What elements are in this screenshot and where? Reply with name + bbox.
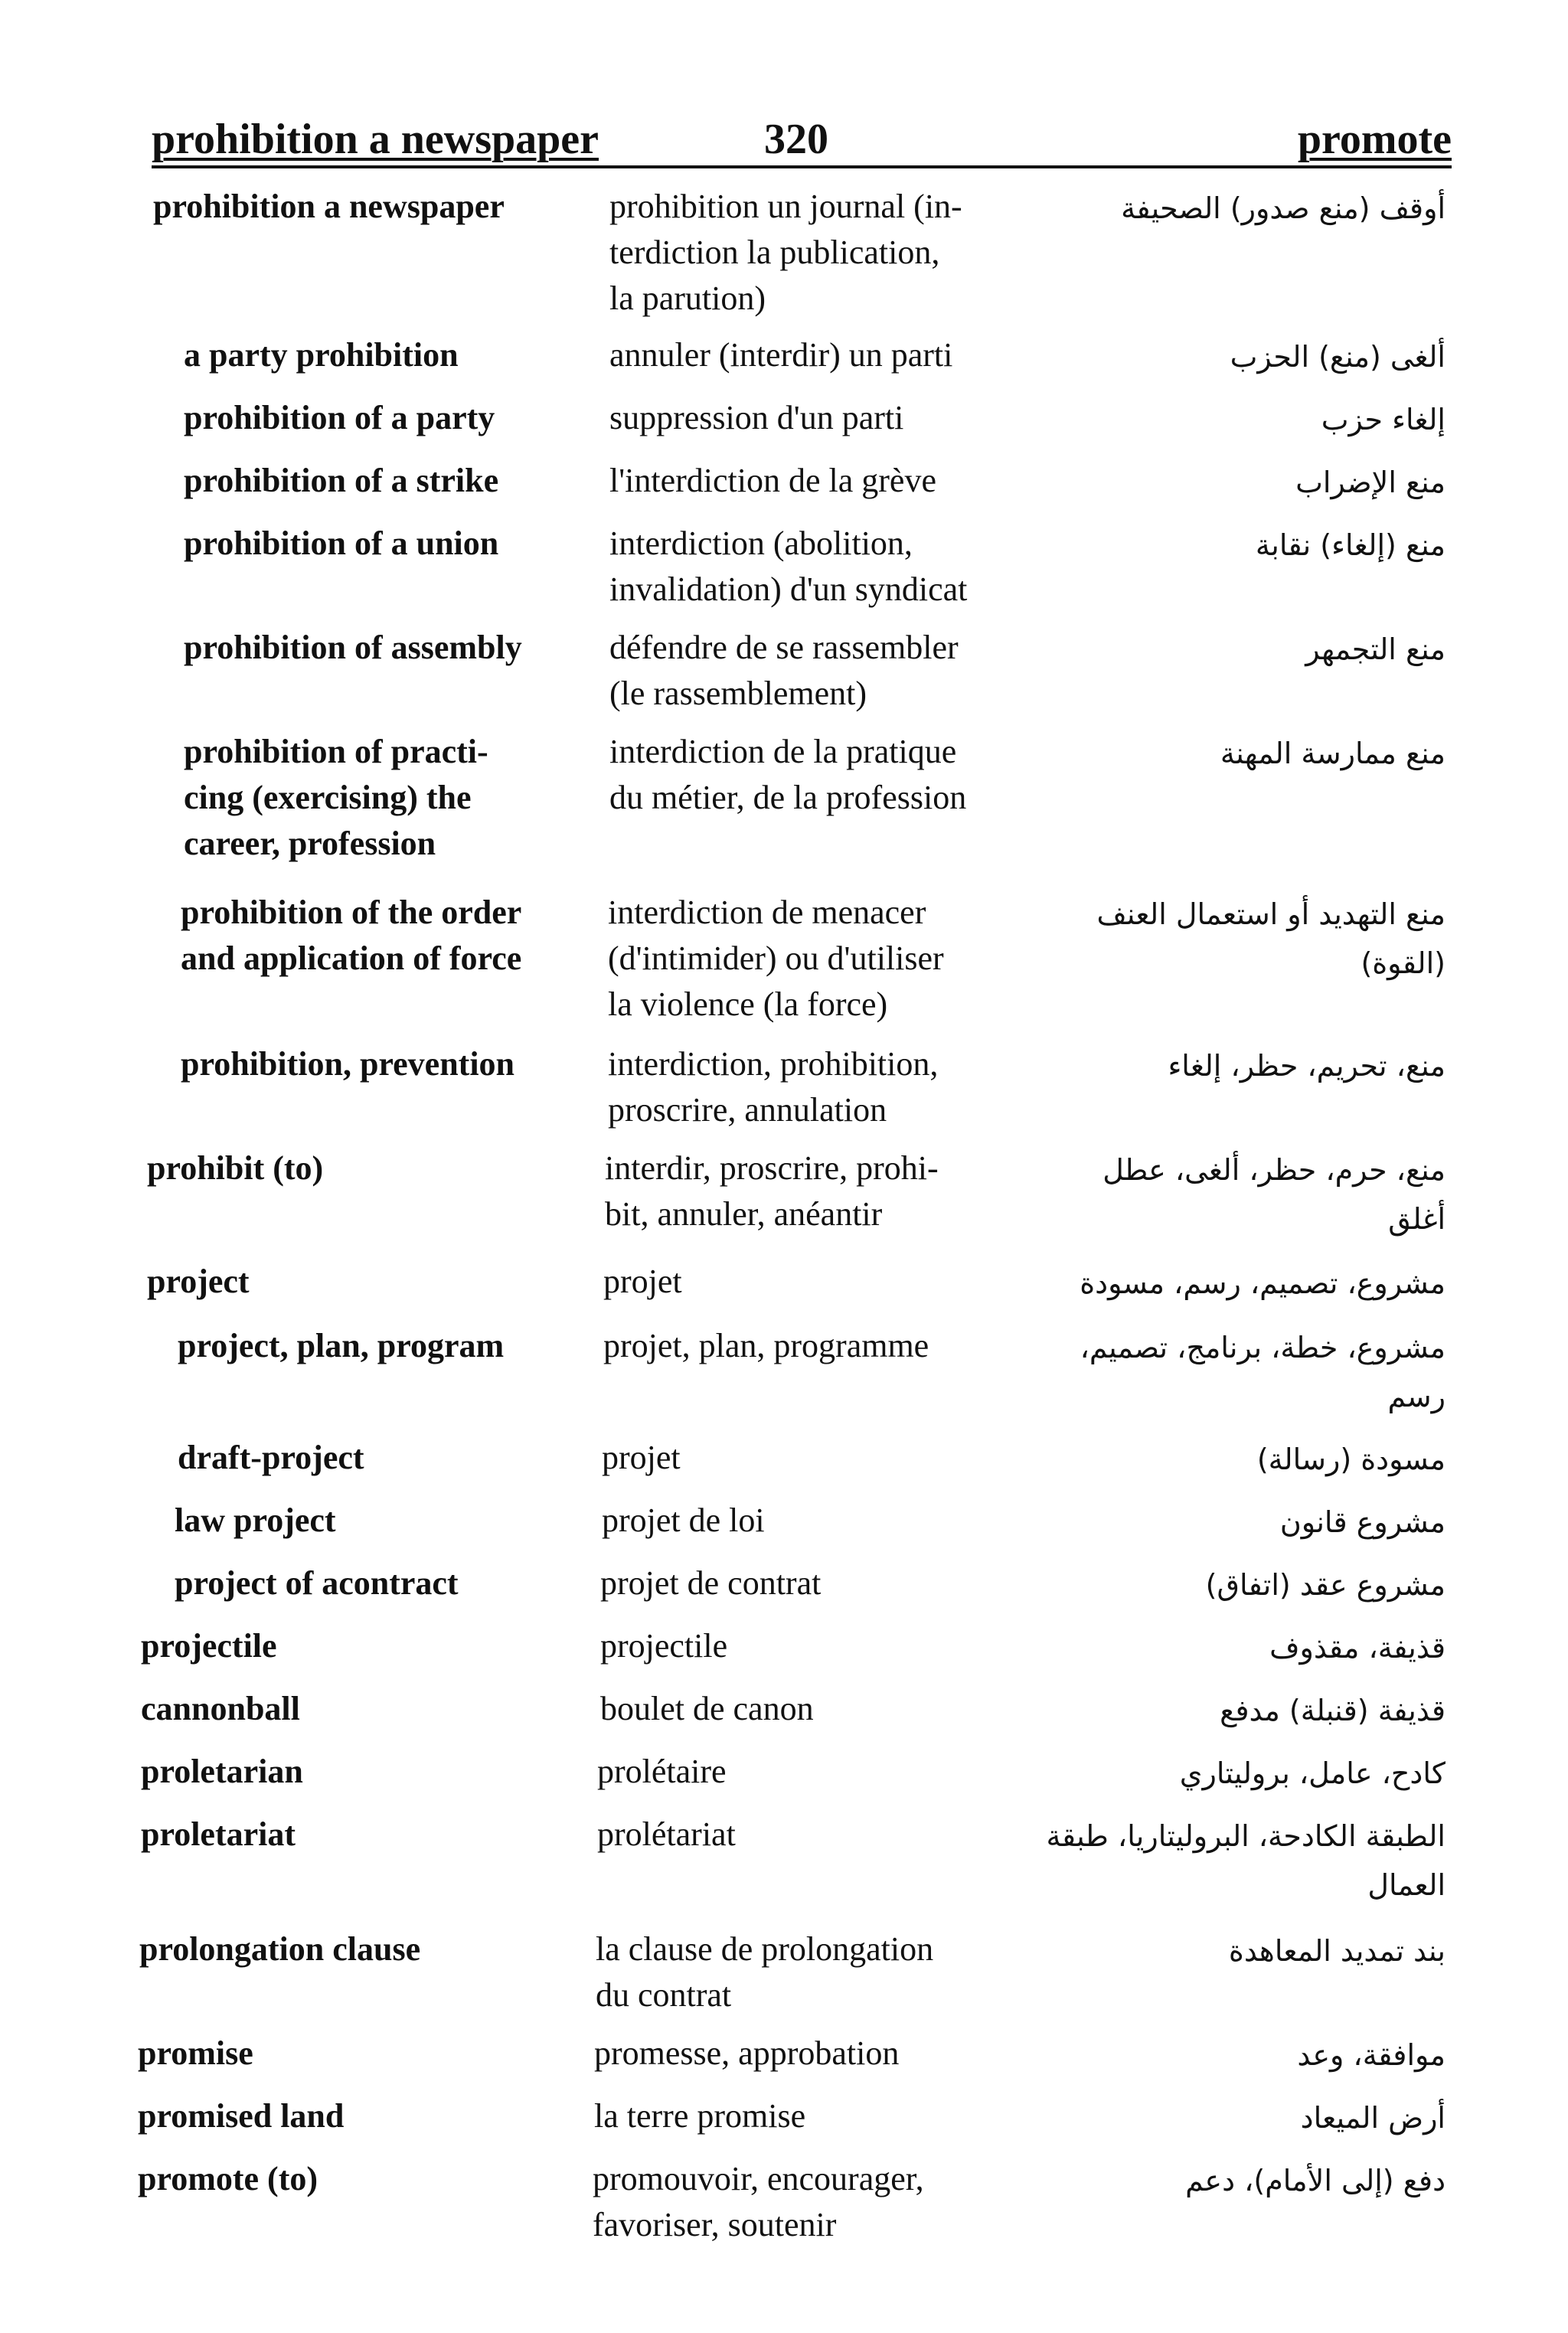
header-rule <box>152 165 1452 168</box>
entry-arabic: مشروع، تصميم، رسم، مسودة <box>1080 1266 1446 1300</box>
entry-english: prohibition, prevention <box>181 1045 515 1083</box>
entry-arabic: مشروع، خطة، برنامج، تصميم، رسم <box>1080 1331 1446 1413</box>
entry-french: suppression d'un parti <box>609 399 904 436</box>
entry-french: projet de loi <box>602 1501 765 1539</box>
entry-arabic: إلغاء حزب <box>1321 403 1446 436</box>
entry-french: projectile <box>600 1627 728 1665</box>
entry-arabic: منع، حرم، حظر، ألغى، عطل أغلق <box>1102 1153 1446 1236</box>
entry-english: project of acontract <box>175 1564 459 1602</box>
entry-arabic: منع ممارسة المهنة <box>1220 737 1446 770</box>
entry-french: la terre promise <box>594 2097 806 2135</box>
entry-english: prolongation clause <box>139 1930 421 1968</box>
entry-french: interdiction, prohibition, proscrire, annulation <box>608 1045 939 1129</box>
entry-arabic: أرض الميعاد <box>1300 2101 1446 2135</box>
entry-arabic: منع التهديد أو استعمال العنف (القوة) <box>1096 897 1446 980</box>
entry-english: projectile <box>141 1627 277 1665</box>
entry-french: projet de contrat <box>600 1564 822 1602</box>
entry-english: a party prohibition <box>184 336 459 374</box>
entry-english: cannonball <box>141 1690 300 1727</box>
running-header <box>152 115 1452 167</box>
entry-english: prohibition of assembly <box>184 629 522 666</box>
entry-french: prolétaire <box>597 1753 727 1790</box>
entry-arabic: منع التجمهر <box>1305 632 1446 666</box>
entry-english: promise <box>138 2034 253 2072</box>
entry-english: draft-project <box>178 1439 364 1476</box>
entry-french: interdir, proscrire, prohi- bit, annuler, anéantir <box>605 1149 939 1233</box>
entry-arabic: دفع (إلى الأمام)، دعم <box>1185 2164 1446 2197</box>
entry-french: l'interdiction de la grève <box>609 462 936 499</box>
entry-english: prohibition of a party <box>184 399 495 436</box>
entry-arabic: منع (إلغاء) نقابة <box>1255 528 1446 562</box>
entry-french: interdiction de menacer (d'intimider) ou d'utiliser la violence (la force) <box>608 894 944 1023</box>
entry-french: promouvoir, encourager, favoriser, soutenir <box>593 2160 924 2243</box>
entry-english: prohibition of the order and application of force <box>181 894 522 977</box>
entry-english: promised land <box>138 2097 345 2135</box>
entry-french: prohibition un journal (in- terdiction la publication, la parution) <box>609 188 962 317</box>
entry-arabic: كادح، عامل، بروليتاري <box>1179 1756 1446 1790</box>
entry-arabic: مسودة (رسالة) <box>1256 1443 1446 1476</box>
entry-french: la clause de prolongation du contrat <box>596 1930 934 2014</box>
page-number: 320 <box>764 116 828 163</box>
entry-english: prohibition a newspaper <box>153 188 505 225</box>
entry-arabic: منع، تحريم، حظر، إلغاء <box>1168 1049 1446 1083</box>
header-last-entry: promote <box>1297 116 1452 163</box>
entry-french: boulet de canon <box>600 1690 814 1727</box>
entry-arabic: بند تمديد المعاهدة <box>1228 1934 1446 1968</box>
entry-english: prohibition of practi- cing (exercising) the career, profession <box>184 733 488 862</box>
entry-arabic: مشروع قانون <box>1279 1505 1446 1539</box>
entry-arabic: قذيفة (قنبلة) مدفع <box>1220 1694 1446 1727</box>
entry-english: project <box>147 1263 250 1300</box>
entry-arabic: منع الإضراب <box>1295 466 1446 499</box>
entry-french: prolétariat <box>597 1815 736 1853</box>
entry-arabic: ألغى (منع) الحزب <box>1230 340 1446 374</box>
entry-french: projet <box>603 1263 682 1300</box>
entry-french: défendre de se rassembler (le rassemblement) <box>609 629 959 712</box>
header-first-entry: prohibition a newspaper <box>152 116 599 163</box>
entry-french: projet <box>602 1439 681 1476</box>
entry-arabic: موافقة، وعد <box>1297 2038 1446 2072</box>
entry-english: proletariat <box>141 1815 296 1853</box>
entry-french: promesse, approbation <box>594 2034 900 2072</box>
entry-english: project, plan, program <box>178 1327 505 1364</box>
entry-french: interdiction (abolition, invalidation) d'un syndicat <box>609 524 968 608</box>
entry-french: projet, plan, programme <box>603 1327 929 1364</box>
entry-english: prohibition of a union <box>184 524 499 562</box>
entry-english: promote (to) <box>138 2160 318 2197</box>
entry-english: law project <box>175 1501 336 1539</box>
entry-arabic: الطبقة الكادحة، البروليتاريا، طبقة العمال <box>1046 1819 1446 1902</box>
entry-french: interdiction de la pratique du métier, de la profession <box>609 733 967 816</box>
entry-french: annuler (interdir) un parti <box>609 336 953 374</box>
entry-english: proletarian <box>141 1753 303 1790</box>
entry-english: prohibition of a strike <box>184 462 499 499</box>
entry-english: prohibit (to) <box>147 1149 324 1187</box>
entry-arabic: أوقف (منع صدور) الصحيفة <box>1121 191 1446 225</box>
entry-arabic: مشروع عقد (اتفاق) <box>1205 1568 1446 1602</box>
entry-arabic: قذيفة، مقذوف <box>1269 1631 1446 1665</box>
